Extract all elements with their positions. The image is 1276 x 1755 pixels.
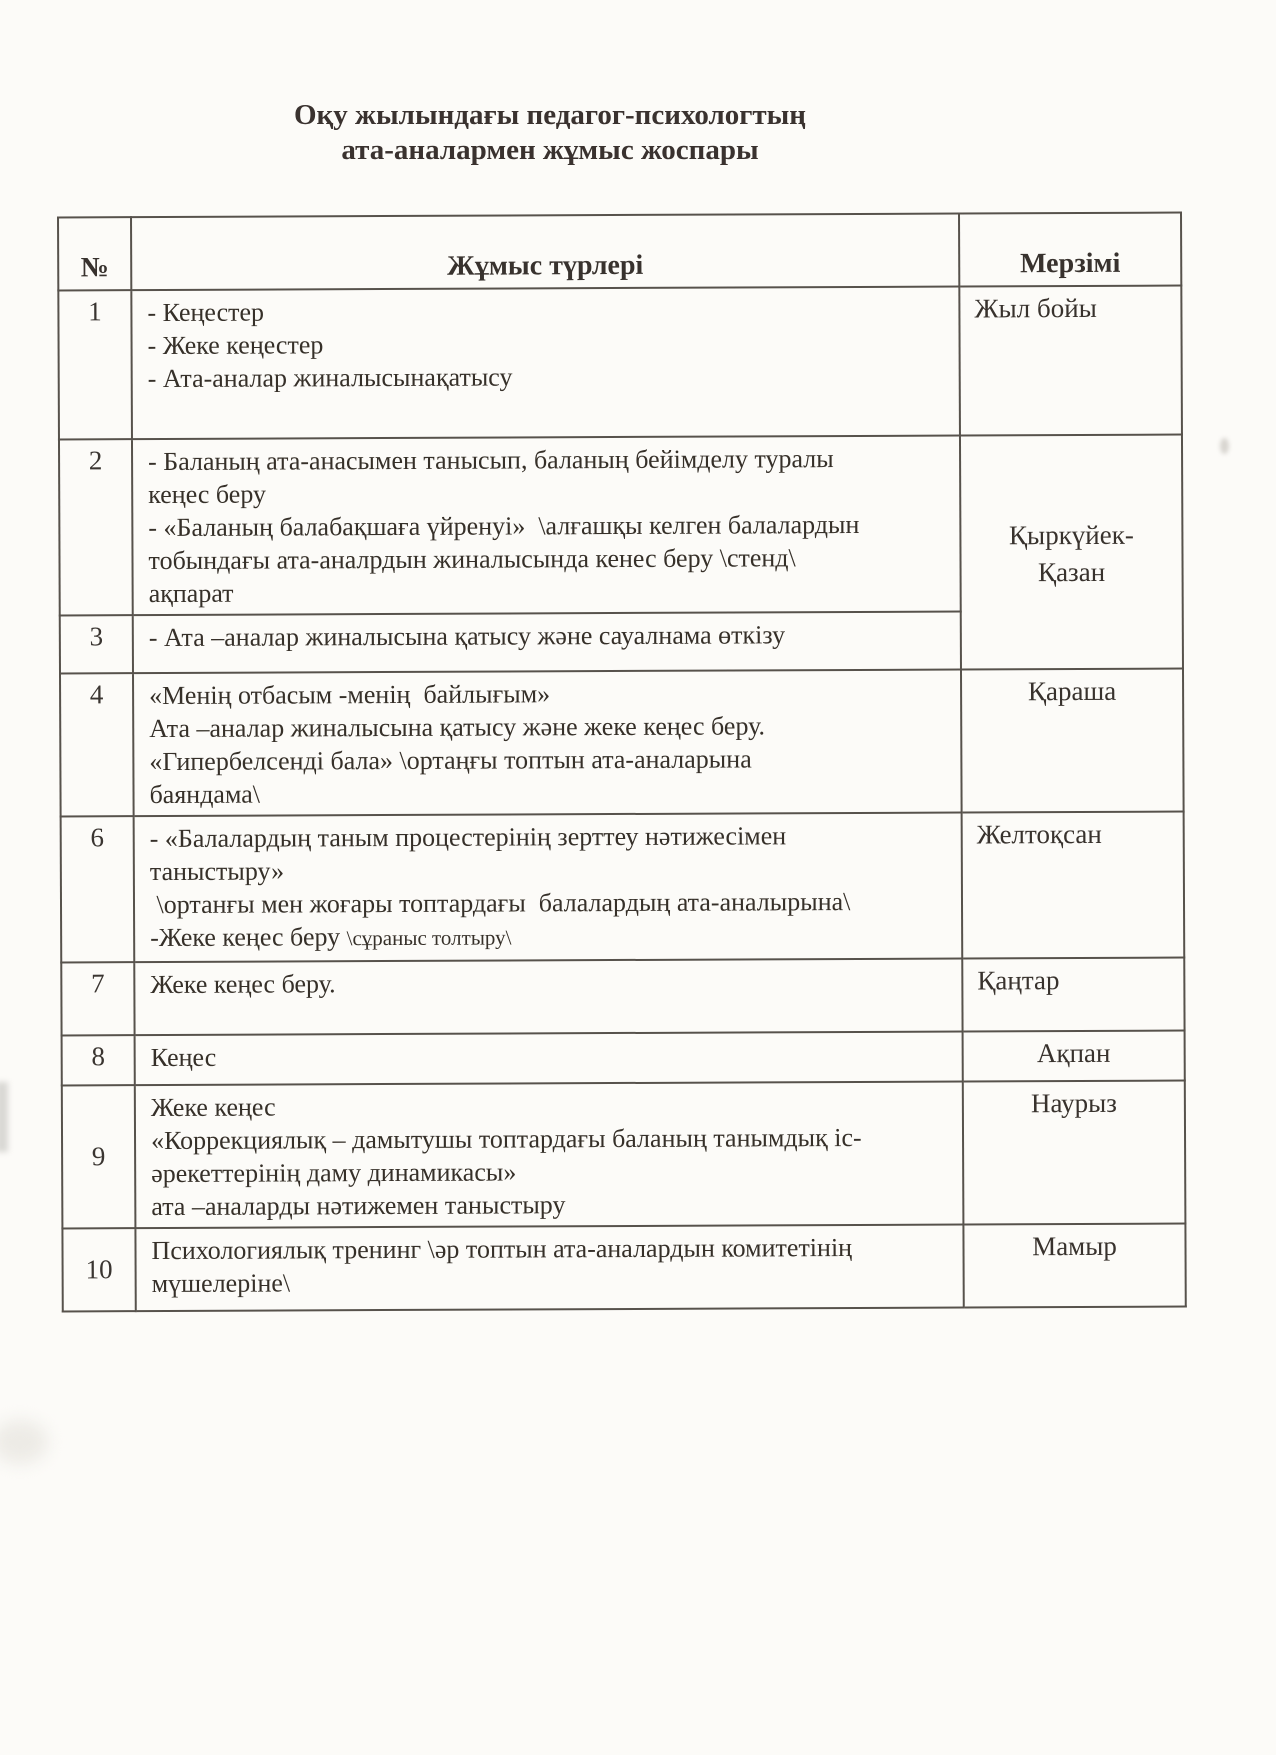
work-line: тобындағы ата-аналрдын жиналысында кенес беру \стенд\ (148, 543, 796, 576)
work-line: ата –аналарды нәтижемен таныстыру (151, 1190, 566, 1222)
work-types-cell (135, 1225, 963, 1312)
term-cell: Қаңтар (962, 958, 1184, 1032)
document-title-line1: Оқу жылындағы педагог-психологтың (293, 99, 807, 131)
col-header-work-types: Жұмыс түрлері (131, 214, 959, 291)
col-header-term: Мерзімі (959, 213, 1181, 287)
scan-smudge (0, 1420, 48, 1464)
row-number-cell: 8 (62, 1035, 135, 1085)
row-number-cell: 4 (60, 673, 134, 816)
work-line: Психологиялық тренинг \әр топтын ата-аналардын комитетінің (151, 1232, 853, 1266)
work-line (150, 918, 951, 956)
work-line-small-note: \сұраныс толтыру\ (346, 925, 512, 951)
term-cell: Ақпан (963, 1031, 1185, 1082)
table-row-2 (59, 435, 1183, 616)
work-types-cell (133, 612, 961, 674)
work-types-cell (135, 1032, 963, 1086)
table-row-9 (62, 1081, 1186, 1229)
work-line: - Кеңестер (147, 297, 265, 328)
work-plan-table (57, 212, 1187, 1313)
table-row-7 (61, 958, 1184, 1036)
work-types-cell (132, 436, 961, 616)
document-title-line2: ата-аналармен жұмыс жоспары (341, 134, 759, 166)
term-line: Қазан (1037, 556, 1106, 588)
work-line: әрекеттерінің даму динамикасы» (151, 1157, 517, 1189)
table-row-4 (60, 669, 1184, 817)
table-row-8 (62, 1031, 1185, 1086)
work-types-cell (134, 813, 963, 963)
work-line: Жеке кеңес беру. (150, 969, 336, 1000)
scan-smudge (1220, 438, 1229, 454)
work-types-cell (135, 1082, 964, 1229)
term-cell: Жыл бойы (959, 286, 1182, 436)
work-types-cell (133, 670, 962, 817)
work-line: «Менің отбасым -менің байлығым» (149, 679, 551, 711)
work-line: «Коррекциялық – дамытушы топтардағы баланың танымдық іс- (150, 1122, 862, 1156)
work-line: кеңес беру (148, 479, 267, 510)
work-line: Ата –аналар жиналысына қатысу және жеке кеңес беру. (149, 711, 766, 744)
term-line: Қыркүйек- (1008, 519, 1134, 551)
row-number-cell: 10 (62, 1228, 135, 1311)
work-line: - Баланың ата-анасымен танысып, баланың бейімделу туралы (148, 444, 834, 477)
work-line: таныстыру» (149, 856, 285, 887)
term-cell: Наурыз (963, 1081, 1186, 1225)
row-number-cell: 6 (61, 816, 135, 962)
work-line: - Ата –аналар жиналысына қатысу және сауалнама өткізу (148, 620, 786, 653)
row-number-cell: 2 (59, 439, 133, 615)
work-line: баяндама\ (149, 779, 261, 810)
row-number-cell: 7 (61, 962, 134, 1035)
col-header-number: № (58, 217, 131, 290)
work-line: - Жеке кеңестер (147, 330, 324, 361)
work-line: - «Баланың балабақшаға үйренуі» \алғашқы келген балалардын (148, 509, 860, 543)
work-line: - Ата-аналар жиналысынақатысу (147, 362, 513, 394)
work-line: - «Балалардың таным процестерінің зерттеу нәтижесімен (149, 821, 787, 854)
term-cell: Қараша (961, 669, 1184, 813)
table-row-1 (58, 286, 1182, 440)
term-cell: Мамыр (963, 1224, 1185, 1308)
work-line: Жеке кеңес (150, 1092, 276, 1123)
work-line: ақпарат (148, 578, 234, 609)
row-number-cell: 9 (62, 1085, 136, 1228)
work-line: \ортанғы мен жоғары топтардағы балалардың ата-аналырына\ (149, 886, 851, 920)
document-title (0, 98, 1100, 168)
term-cell: Желтоқсан (962, 812, 1185, 959)
work-types-cell (131, 287, 960, 440)
scan-smudge (0, 1082, 8, 1152)
work-line: «Гипербелсенді бала» \ортаңғы топтын ата-аналарына (149, 744, 752, 777)
table-header-row (58, 213, 1181, 291)
term-cell-merged (960, 435, 1183, 670)
work-line-main: -Жеке кеңес беру (150, 922, 347, 953)
row-number-cell: 1 (58, 290, 132, 439)
work-line: Кеңес (150, 1042, 217, 1073)
row-number-cell: 3 (60, 615, 133, 673)
work-line: мүшелеріне\ (151, 1268, 291, 1299)
table-row-6 (61, 812, 1185, 963)
work-types-cell (134, 959, 962, 1036)
table-row-10 (62, 1224, 1185, 1312)
